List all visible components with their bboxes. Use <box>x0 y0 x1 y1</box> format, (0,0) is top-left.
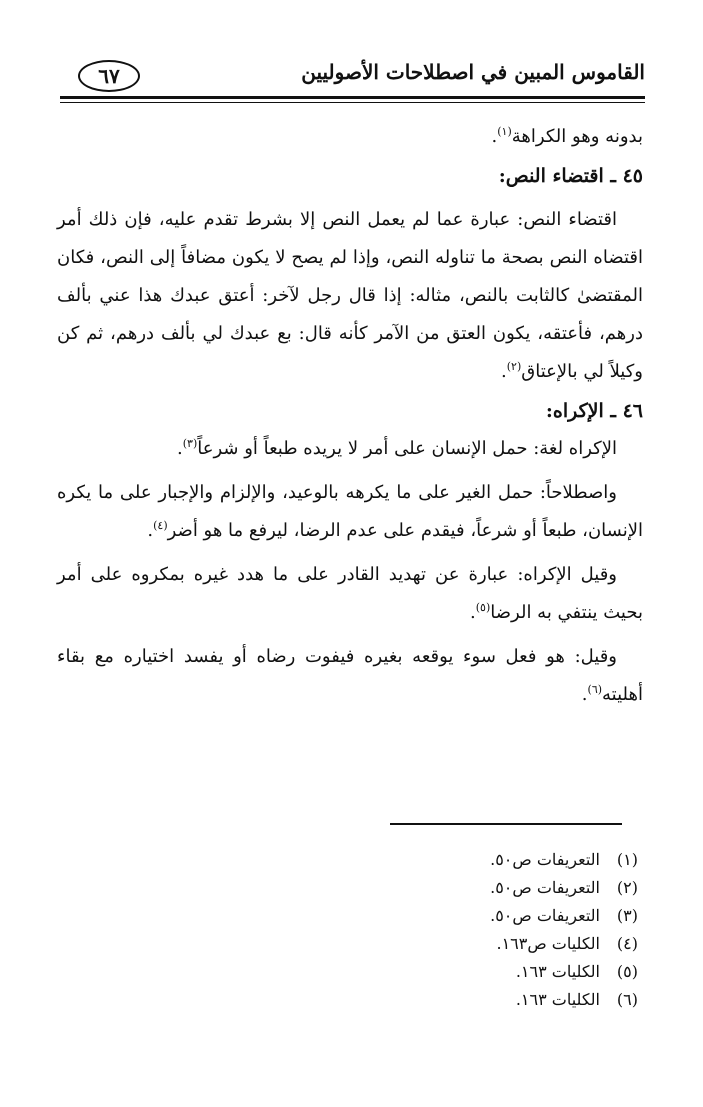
paragraph-end: . <box>147 520 154 541</box>
footnote-item <box>57 930 643 958</box>
paragraph-ikrah-qil-2 <box>57 638 643 714</box>
main-text <box>57 118 643 714</box>
heading-45: ٤٥ ـ اقتضاء النص: <box>498 165 643 187</box>
paragraph-end: . <box>581 684 588 705</box>
page-number: ٦٧ <box>78 60 140 92</box>
footnote-item <box>57 958 643 986</box>
footnote-text: الكليات ١٦٣. <box>515 962 600 981</box>
header-rule-thick <box>60 96 645 99</box>
paragraph-end: . <box>470 602 476 623</box>
paragraph-text: واصطلاحاً: حمل الغير على ما يكرهه بالوعيد، والإلزام والإجبار على ما يكره الإنسان، طبعاً أو شرعاً، فيقدم على عدم الرضا، ليرفع ما هو أضر <box>57 482 643 541</box>
paragraph-end: . <box>501 361 507 382</box>
paragraph-text: وقيل: هو فعل سوء يوقعه بغيره فيفوت رضاه أو يفسد اختياره مع بقاء أهليته <box>57 646 643 705</box>
footnote-text: التعريفات ص٥٠. <box>490 906 600 925</box>
page-header <box>60 58 645 94</box>
footnote-number: (٢) <box>616 878 638 897</box>
footnote-number: (٤) <box>616 934 638 953</box>
footnote-text: التعريفات ص٥٠. <box>490 878 600 897</box>
footnote-ref: (٤) <box>153 519 168 532</box>
footnote-text: الكليات ١٦٣. <box>515 990 600 1009</box>
header-rule-thin <box>60 102 645 103</box>
footnote-text: الكليات ص١٦٣. <box>496 934 600 953</box>
footnote-separator <box>390 823 622 825</box>
footnote-ref: (٣) <box>182 437 198 450</box>
paragraph-ikrah-lugha <box>57 430 643 468</box>
footnote-ref: (٥) <box>475 601 491 614</box>
paragraph-ikrah-istilah <box>57 474 643 550</box>
footnote-number: (٣) <box>616 906 638 925</box>
footnote-item <box>57 986 643 1014</box>
footnote-item <box>57 874 643 902</box>
paragraph-iqtida <box>57 201 643 391</box>
footnote-item <box>57 846 643 874</box>
paragraph-end: . <box>491 126 498 147</box>
footnote-ref: (٦) <box>587 683 603 696</box>
heading-46: ٤٦ ـ الإكراه: <box>545 400 643 422</box>
paragraph-end: . <box>177 438 183 459</box>
footnote-item <box>57 902 643 930</box>
paragraph-ikrah-qil-1 <box>57 556 643 632</box>
footnote-number: (٦) <box>616 990 638 1009</box>
footnote-ref: (٢) <box>506 360 522 373</box>
paragraph-text: وقيل الإكراه: عبارة عن تهديد القادر على ما هدد غيره بمكروه على أمر بحيث ينتفي به الرضا <box>57 564 643 623</box>
paragraph-continuation <box>57 118 643 156</box>
paragraph-text: بدونه وهو الكراهة <box>511 126 643 147</box>
footnotes <box>57 846 643 1014</box>
paragraph-text: اقتضاء النص: عبارة عما لم يعمل النص إلا بشرط تقدم عليه، فإن ذلك أمر اقتضاه النص بصحة ما تناوله النص، وإذا لم يصح لا يكون مضافاً إلى النص، فكان المقتضىٰ كالثابت بالنص، مثاله: إذا قال رجل لآخر: أعتق عبدك هذا عني بألف درهم، فأعتقه، يكون العتق من الآمر كأنه قال: بع عبدك لي بألف درهم، ثم كن وكيلاً لي بالإعتاق <box>57 209 643 382</box>
paragraph-text: الإكراه لغة: حمل الإنسان على أمر لا يريده طبعاً أو شرعاً <box>197 438 617 459</box>
footnote-ref: (١) <box>497 125 512 138</box>
footnote-number: (٥) <box>616 962 638 981</box>
running-title: القاموس المبين في اصطلاحات الأصوليين <box>301 60 645 84</box>
footnote-text: التعريفات ص٥٠. <box>490 850 600 869</box>
footnote-number: (١) <box>616 850 638 869</box>
